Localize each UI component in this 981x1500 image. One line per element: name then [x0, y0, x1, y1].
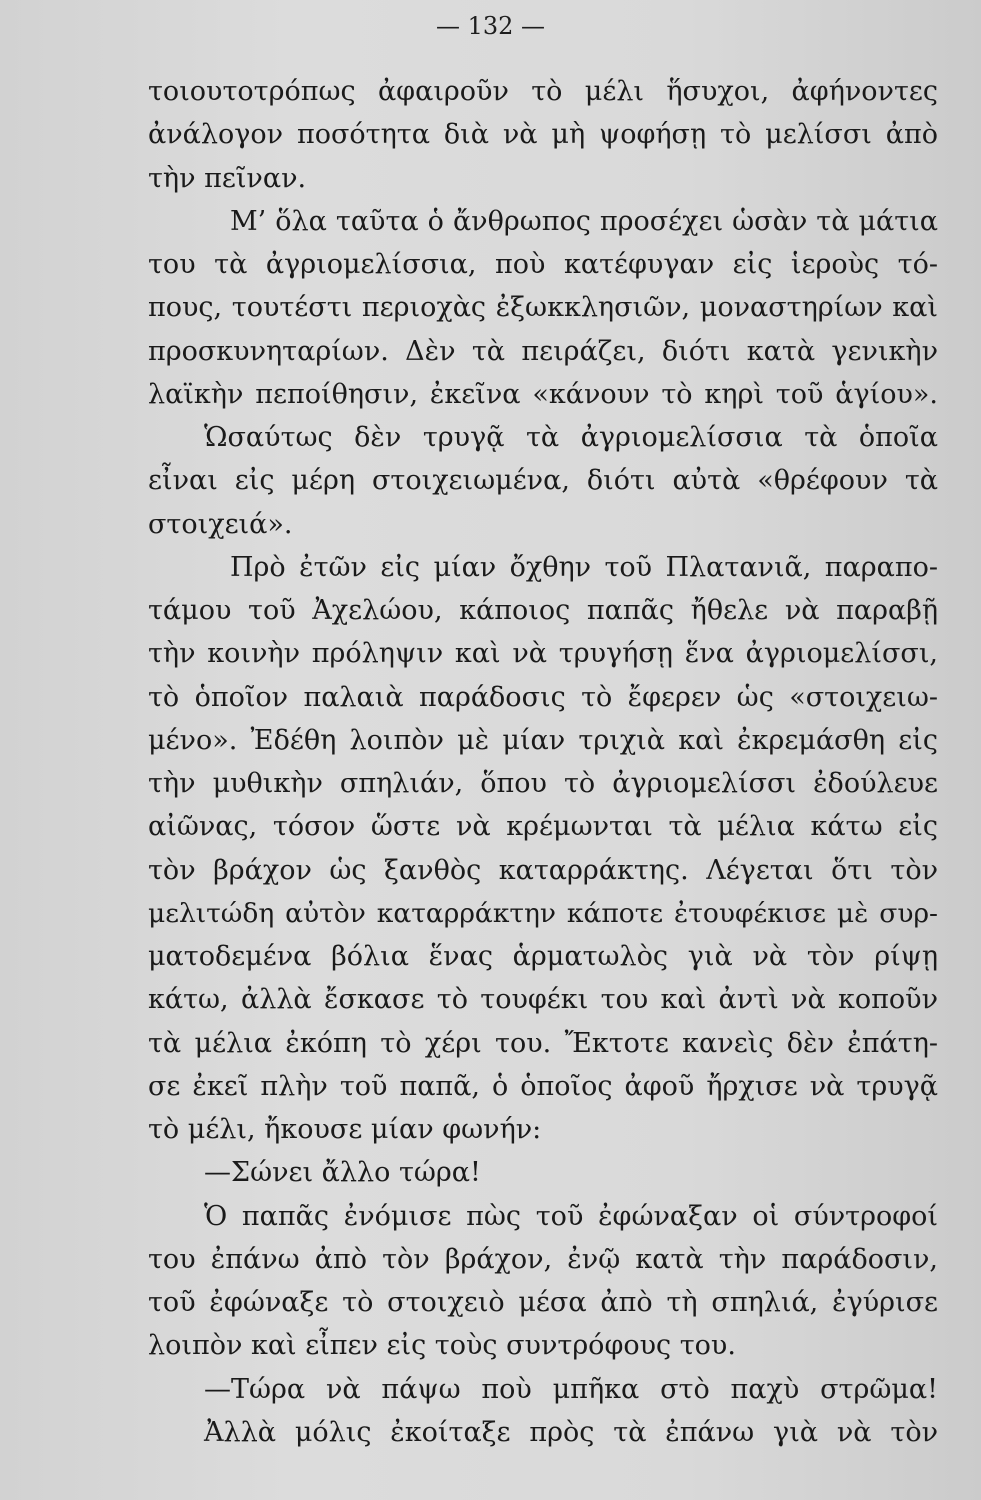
body-text	[148, 70, 938, 1454]
text-line: τὸν βράχον ὡς ξανθὸς καταρράκτης. Λέγεται ὅτι τὸν	[148, 854, 938, 886]
text-line: εἶναι εἰς μέρη στοιχειωμένα, διότι αὐτὰ «θρέφουν τὰ	[148, 465, 938, 497]
text-line: τὸ μέλι, ἤκουσε μίαν φωνήν:	[148, 1114, 542, 1145]
text-line: Ὁ παπᾶς ἐνόμισε πὼς τοῦ ἐφώναξαν οἱ σύντροφοί	[204, 1200, 938, 1232]
text-line: Ὡσαύτως δὲν τρυγᾷ τὰ ἀγριομελίσσια τὰ ὁποῖα	[204, 422, 938, 453]
text-line: μελιτώδη αὐτὸν καταρράκτην κάποτε ἐτουφέκισε μὲ συρ-	[148, 897, 938, 929]
text-line: Πρὸ ἐτῶν εἰς μίαν ὄχθην τοῦ Πλατανιᾶ, παραπο-	[230, 551, 938, 583]
text-line: τὴν μυθικὴν σπηλιάν, ὅπου τὸ ἀγριομελίσσι ἐδούλευε	[148, 768, 938, 799]
text-line: προσκυνηταρίων. Δὲν τὰ πειράζει, διότι κατὰ γενικὴν	[148, 335, 938, 367]
text-line: ματοδεμένα βόλια ἕνας ἁρματωλὸς γιὰ νὰ τὸν ρίψῃ	[148, 941, 938, 972]
text-line: τοῦ ἐφώναξε τὸ στοιχειὸ μέσα ἀπὸ τὴ σπηλιά, ἐγύρισε	[148, 1287, 938, 1318]
text-line: του ἐπάνω ἀπὸ τὸν βράχον, ἐνῷ κατὰ τὴν παράδοσιν,	[148, 1243, 938, 1275]
text-line: Μ’ ὅλα ταῦτα ὁ ἄνθρωπος προσέχει ὡσὰν τὰ μάτια	[230, 205, 938, 237]
text-line: Ἀλλὰ μόλις ἐκοίταξε πρὸς τὰ ἐπάνω γιὰ νὰ τὸν	[204, 1416, 938, 1448]
text-line: λοιπὸν καὶ εἶπεν εἰς τοὺς συντρόφους του.	[148, 1330, 736, 1362]
page-number: — 132 —	[435, 12, 546, 40]
text-line: αἰῶνας, τόσον ὥστε νὰ κρέμωνται τὰ μέλια κάτω εἰς	[148, 811, 938, 843]
text-line: —Τώρα νὰ πάψω ποὺ μπῆκα στὸ παχὺ στρῶμα!	[204, 1373, 938, 1405]
text-line: σε ἐκεῖ πλὴν τοῦ παπᾶ, ὁ ὁποῖος ἀφοῦ ἤρχισε νὰ τρυγᾷ	[148, 1070, 938, 1102]
text-line: τὴν πεῖναν.	[148, 162, 307, 194]
text-line: τοιουτοτρόπως ἀφαιροῦν τὸ μέλι ἥσυχοι, ἀφήνοντες	[148, 76, 938, 107]
text-line: τὰ μέλια ἐκόπη τὸ χέρι του. Ἔκτοτε κανεὶς δὲν ἐπάτη-	[148, 1027, 938, 1059]
text-line: τάμου τοῦ Ἀχελώου, κάποιος παπᾶς ἤθελε νὰ παραβῇ	[148, 595, 938, 626]
text-line: μένο». Ἐδέθη λοιπὸν μὲ μίαν τριχιὰ καὶ ἐκρεμάσθη εἰς	[148, 724, 938, 756]
text-line: στοιχειά».	[148, 508, 293, 540]
text-line: ἀνάλογον ποσότητα διὰ νὰ μὴ ψοφήσῃ τὸ μελίσσι ἀπὸ	[148, 119, 938, 151]
text-line: τὸ ὁποῖον παλαιὰ παράδοσις τὸ ἔφερεν ὡς «στοιχειω-	[148, 681, 938, 713]
text-line: λαϊκὴν πεποίθησιν, ἐκεῖνα «κάνουν τὸ κηρὶ τοῦ ἁγίου».	[148, 378, 938, 410]
text-line: πους, τουτέστι περιοχὰς ἐξωκκλησιῶν, μοναστηρίων καὶ	[148, 292, 938, 324]
text-line: —Σώνει ἄλλο τώρα!	[204, 1157, 481, 1189]
text-line: τὴν κοινὴν πρόληψιν καὶ νὰ τρυγήσῃ ἕνα ἀγριομελίσσι,	[148, 638, 938, 670]
text-line: του τὰ ἀγριομελίσσια, ποὺ κατέφυγαν εἰς ἱεροὺς τό-	[148, 249, 938, 280]
text-line: κάτω, ἀλλὰ ἔσκασε τὸ τουφέκι του καὶ ἀντὶ νὰ κοποῦν	[148, 984, 938, 1016]
